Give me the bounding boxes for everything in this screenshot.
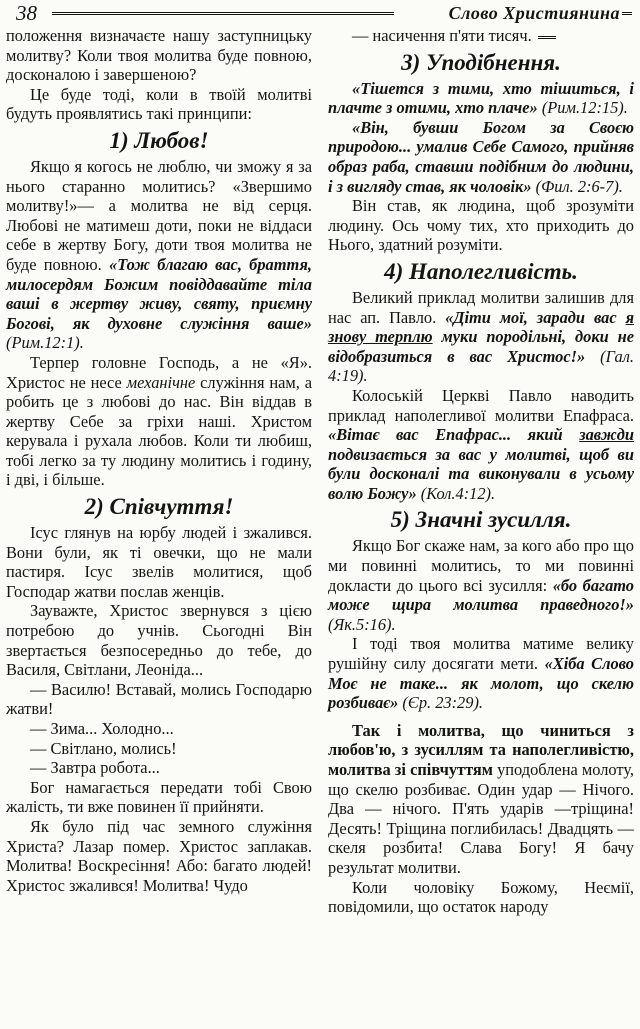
paragraph: [328, 288, 634, 386]
page-header: [6, 0, 634, 26]
scripture-reference: (Гал. 4:19).: [328, 346, 634, 386]
scripture-quote: «Вітає вас Епафрас... який: [328, 425, 563, 445]
section-heading-persistence: 4) Наполегливість.: [384, 258, 578, 284]
dialogue-line: — Світлано, молись!: [30, 738, 177, 758]
header-rule-end: [622, 12, 632, 15]
scripture-quote: «Хіба Слово Моє не таке... як молот, що скелю розбиває»: [328, 654, 634, 713]
scripture-reference: (Рим.12:15).: [541, 98, 628, 118]
scripture-quote-underlined: завжди: [579, 425, 634, 445]
page-number: 38: [16, 1, 37, 25]
paragraph-text: Якщо я когось не люблю, чи зможу я за нього старанно молитись? «Звершимо молитву!»— а молитва не від серця. Любові не матимеш доти, поки не віддаси себе в жертву Богу, доти твоя молитва не буде повною.: [6, 156, 312, 274]
paragraph: Це буде тоді, коли в твоїй молитві будуть проявлятись такі принципи:: [6, 84, 312, 124]
scripture-quote: «бо багато може щира молитва праведного!»: [328, 575, 634, 615]
section-heading-love: 1) Любов!: [109, 127, 209, 153]
paragraph: Бог намагається передати тобі Свою жалість, ти вже повинен її прийняти.: [6, 777, 312, 817]
paragraph: положення визначаєте нашу заступницьку молитву? Коли твоя молитва буде повною, досконалою і завершеною?: [6, 26, 312, 85]
scripture-quote: «Діти мої, заради вас: [445, 307, 617, 327]
scripture-quote: «Тішется з тими, хто тішиться, і плачте з отими, хто плаче»: [328, 78, 634, 118]
paragraph-text: служіння нам, а робить це з любові до нас. Він віддав в жертву Себе за гріхи наші. Христом керувала і рухала любов. Коли ти любиш, тобі легко за ту людину молитись і годину, і дві, і більше.: [6, 372, 312, 490]
right-column: [328, 26, 634, 1029]
paragraph: Як було під час земного служіння Христа? Лазар помер. Христос заплакав. Молитва! Воскресіння! Або: багато людей! Христос зжалився! Молитва! Чудо: [6, 816, 312, 895]
paragraph: Зауважте, Христос звернувся з цією потребою до учнів. Сьогодні Він звертається безпосередньо до тебе, до Василя, Світлани, Леоніда...: [6, 601, 312, 680]
scripture-quote: «Він, бувши Богом за Своєю природою... умалив Себе Самого, прийняв образ раба, ставши подібним до людини, і з вигляду став, як чоловік»: [328, 117, 634, 196]
scripture-quote: муки породільні, доки не відобразиться в вас Христос!»: [328, 327, 634, 366]
paragraph-text: Якщо Бог скаже нам, за кого або про що ми повинні молитись, то ми повинні докласти до цього всі зусилля:: [328, 536, 634, 595]
section-heading-effort: 5) Значні зусилля.: [390, 507, 572, 533]
scripture-reference: (Фил. 2:6-7).: [535, 176, 623, 196]
running-title: Слово Християнина: [448, 3, 620, 23]
header-rule: [52, 12, 394, 15]
section-heading-compassion: 2) Співчуття!: [84, 494, 234, 520]
scripture-reference: (Єр. 23:29).: [402, 693, 483, 713]
paragraph-text: — насичення п'яти тисяч.: [352, 26, 532, 45]
dialogue-line: — Зима... Холодно...: [30, 719, 174, 738]
bold-text: Так і молитва, що чиниться з любов'ю, з зусиллям та наполегливістю, молитва зі співчуттям: [328, 720, 634, 779]
paragraph-text: уподоблена молоту, що скелю розбиває. Один удар — Нічого. Два — нічого. П'ять ударів —тріщина! Десять! Тріщина поглибилась! Двадцять — скеля розбита! Слава Богу! Я бачу результат молитви.: [328, 760, 634, 877]
paragraph: [328, 118, 634, 196]
paragraph: [328, 634, 634, 712]
left-column: [6, 26, 312, 1029]
scripture-quote: подвизається за вас у молитві, щоб ви були досконалі та виконували в усьому волю Божу»: [328, 444, 634, 503]
emphasis-text: механічне: [126, 372, 196, 392]
section-heading-likeness: 3) Уподібнення.: [401, 49, 561, 75]
paragraph-text: Великий приклад молитви залишив для нас ап. Павло.: [328, 287, 634, 327]
paragraph: [328, 386, 634, 504]
scripture-quote: «Тож благаю вас, браття, милосердям Божим повіддавайте тіла ваші в жертву живу, святу, приємну Богові, як духовне служіння ваше»: [6, 254, 312, 333]
scripture-reference: (Як.5:16).: [328, 614, 396, 634]
scripture-reference: (Кол.4:12).: [420, 483, 496, 503]
ornament-rule: [538, 36, 556, 39]
text-columns: [6, 26, 634, 1029]
paragraph-text: Терпер головне Господь, а не «Я». Христос не несе: [6, 352, 312, 392]
paragraph: [6, 353, 312, 490]
scripture-reference: (Рим.12:1).: [6, 333, 84, 353]
scripture-quote-underlined: я знову терплю: [328, 307, 635, 347]
dialogue-line: — Василю! Вставай, молись Господарю жатви!: [6, 679, 312, 719]
paragraph: Ісус глянув на юрбу людей і зжалився. Вони були, як ті овечки, що не мали пастиря. Ісус звелів молитися, щоб Господар жатви послав женців.: [6, 523, 312, 601]
paragraph: Він став, як людина, щоб зрозуміти людину. Ось чому тих, хто приходить до Нього, здатний розуміти.: [328, 196, 634, 255]
paragraph: [6, 157, 312, 353]
paragraph: [328, 536, 634, 634]
dialogue-line: — Завтра робота...: [30, 758, 160, 778]
paragraph-text: І тоді твоя молитва матиме велику рушійну силу досягати мети.: [328, 634, 634, 674]
paragraph-text: Колоській Церкві Павло наводить приклад наполегливої молитви Епафраса.: [328, 385, 634, 425]
paragraph: [328, 79, 634, 118]
paragraph: [328, 721, 634, 878]
paragraph: [328, 26, 634, 46]
paragraph: Коли чоловіку Божому, Неємії, повідомили, що остаток народу: [328, 877, 634, 917]
